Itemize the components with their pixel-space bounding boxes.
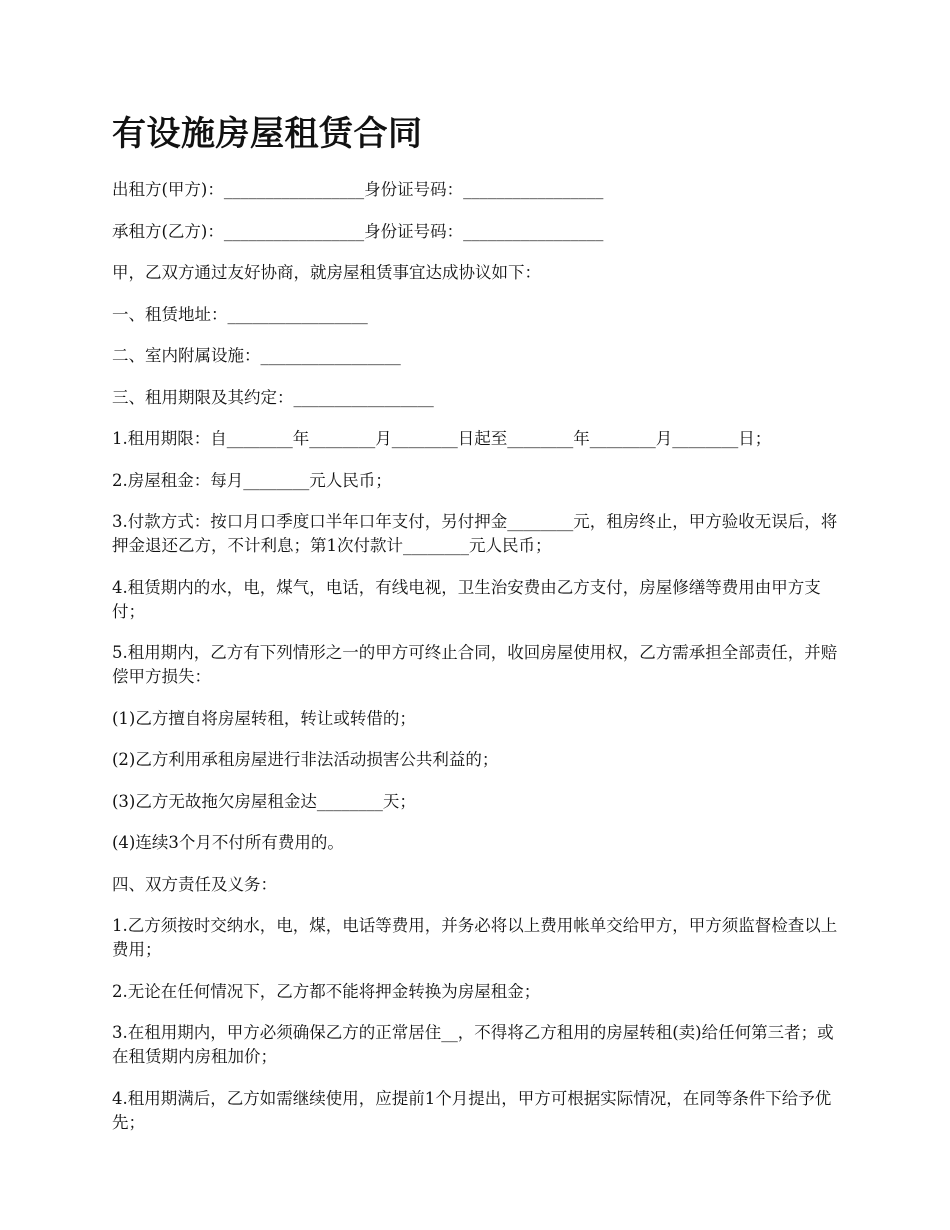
clause-termination: 5.租用期内，乙方有下列情形之一的甲方可终止合同，收回房屋使用权，乙方需承担全部责任，并赔偿甲方损失： — [112, 643, 838, 686]
section-3-term: 三、租用期限及其约定：_________________ — [112, 387, 434, 407]
termination-item-1: (1)乙方擅自将房屋转租，转让或转借的； — [112, 708, 416, 728]
clause-term-period: 1.租用期限：自________年________月________日起至________年________月________日； — [112, 429, 772, 448]
termination-item-2: (2)乙方利用承租房屋进行非法活动损害公共利益的； — [112, 750, 499, 769]
clause-utilities: 4.租赁期内的水，电，煤气，电话，有线电视，卫生治安费由乙方支付，房屋修缮等费用由甲方支付； — [112, 577, 821, 621]
duty-clause-3: 3.在租用期内，甲方必须确保乙方的正常居住__，不得将乙方租用的房屋转租(卖)给任何第三者；或在租赁期内房租加价； — [112, 1023, 834, 1066]
clause-rent: 2.房屋租金：每月________元人民币； — [112, 470, 392, 490]
section-4-duties: 四、双方责任及义务： — [112, 874, 277, 894]
agreement-intro: 甲，乙双方通过友好协商，就房屋租赁事宜达成协议如下： — [112, 263, 541, 282]
termination-item-3: (3)乙方无故拖欠房屋租金达________天； — [112, 791, 416, 811]
document-title: 有设施房屋租赁合同 — [112, 114, 423, 154]
duty-clause-4: 4.租用期满后，乙方如需继续使用，应提前1个月提出，甲方可根据实际情况，在同等条件下给予优先； — [112, 1088, 832, 1132]
duty-clause-2: 2.无论在任何情况下，乙方都不能将押金转换为房屋租金； — [112, 981, 541, 1001]
clause-payment-method: 3.付款方式：按口月口季度口半年口年支付，另付押金________元，租房终止，甲方验收无误后，将押金退还乙方，不计利息；第1次付款计________元人民币； — [112, 512, 838, 555]
duty-clause-1: 1.乙方须按时交纳水，电，煤，电话等费用，并务必将以上费用帐单交给甲方，甲方须监督检查以上费用； — [112, 916, 838, 959]
party-b-line: 承租方(乙方)：_________________身份证号码：_________________ — [112, 221, 604, 241]
section-2-facilities: 二、室内附属设施：_________________ — [112, 346, 401, 365]
section-1-address: 一、租赁地址：_________________ — [112, 304, 368, 324]
party-a-line: 出租方(甲方)：_________________身份证号码：_________________ — [112, 180, 604, 199]
termination-item-4: (4)连续3个月不付所有费用的。 — [112, 833, 344, 852]
